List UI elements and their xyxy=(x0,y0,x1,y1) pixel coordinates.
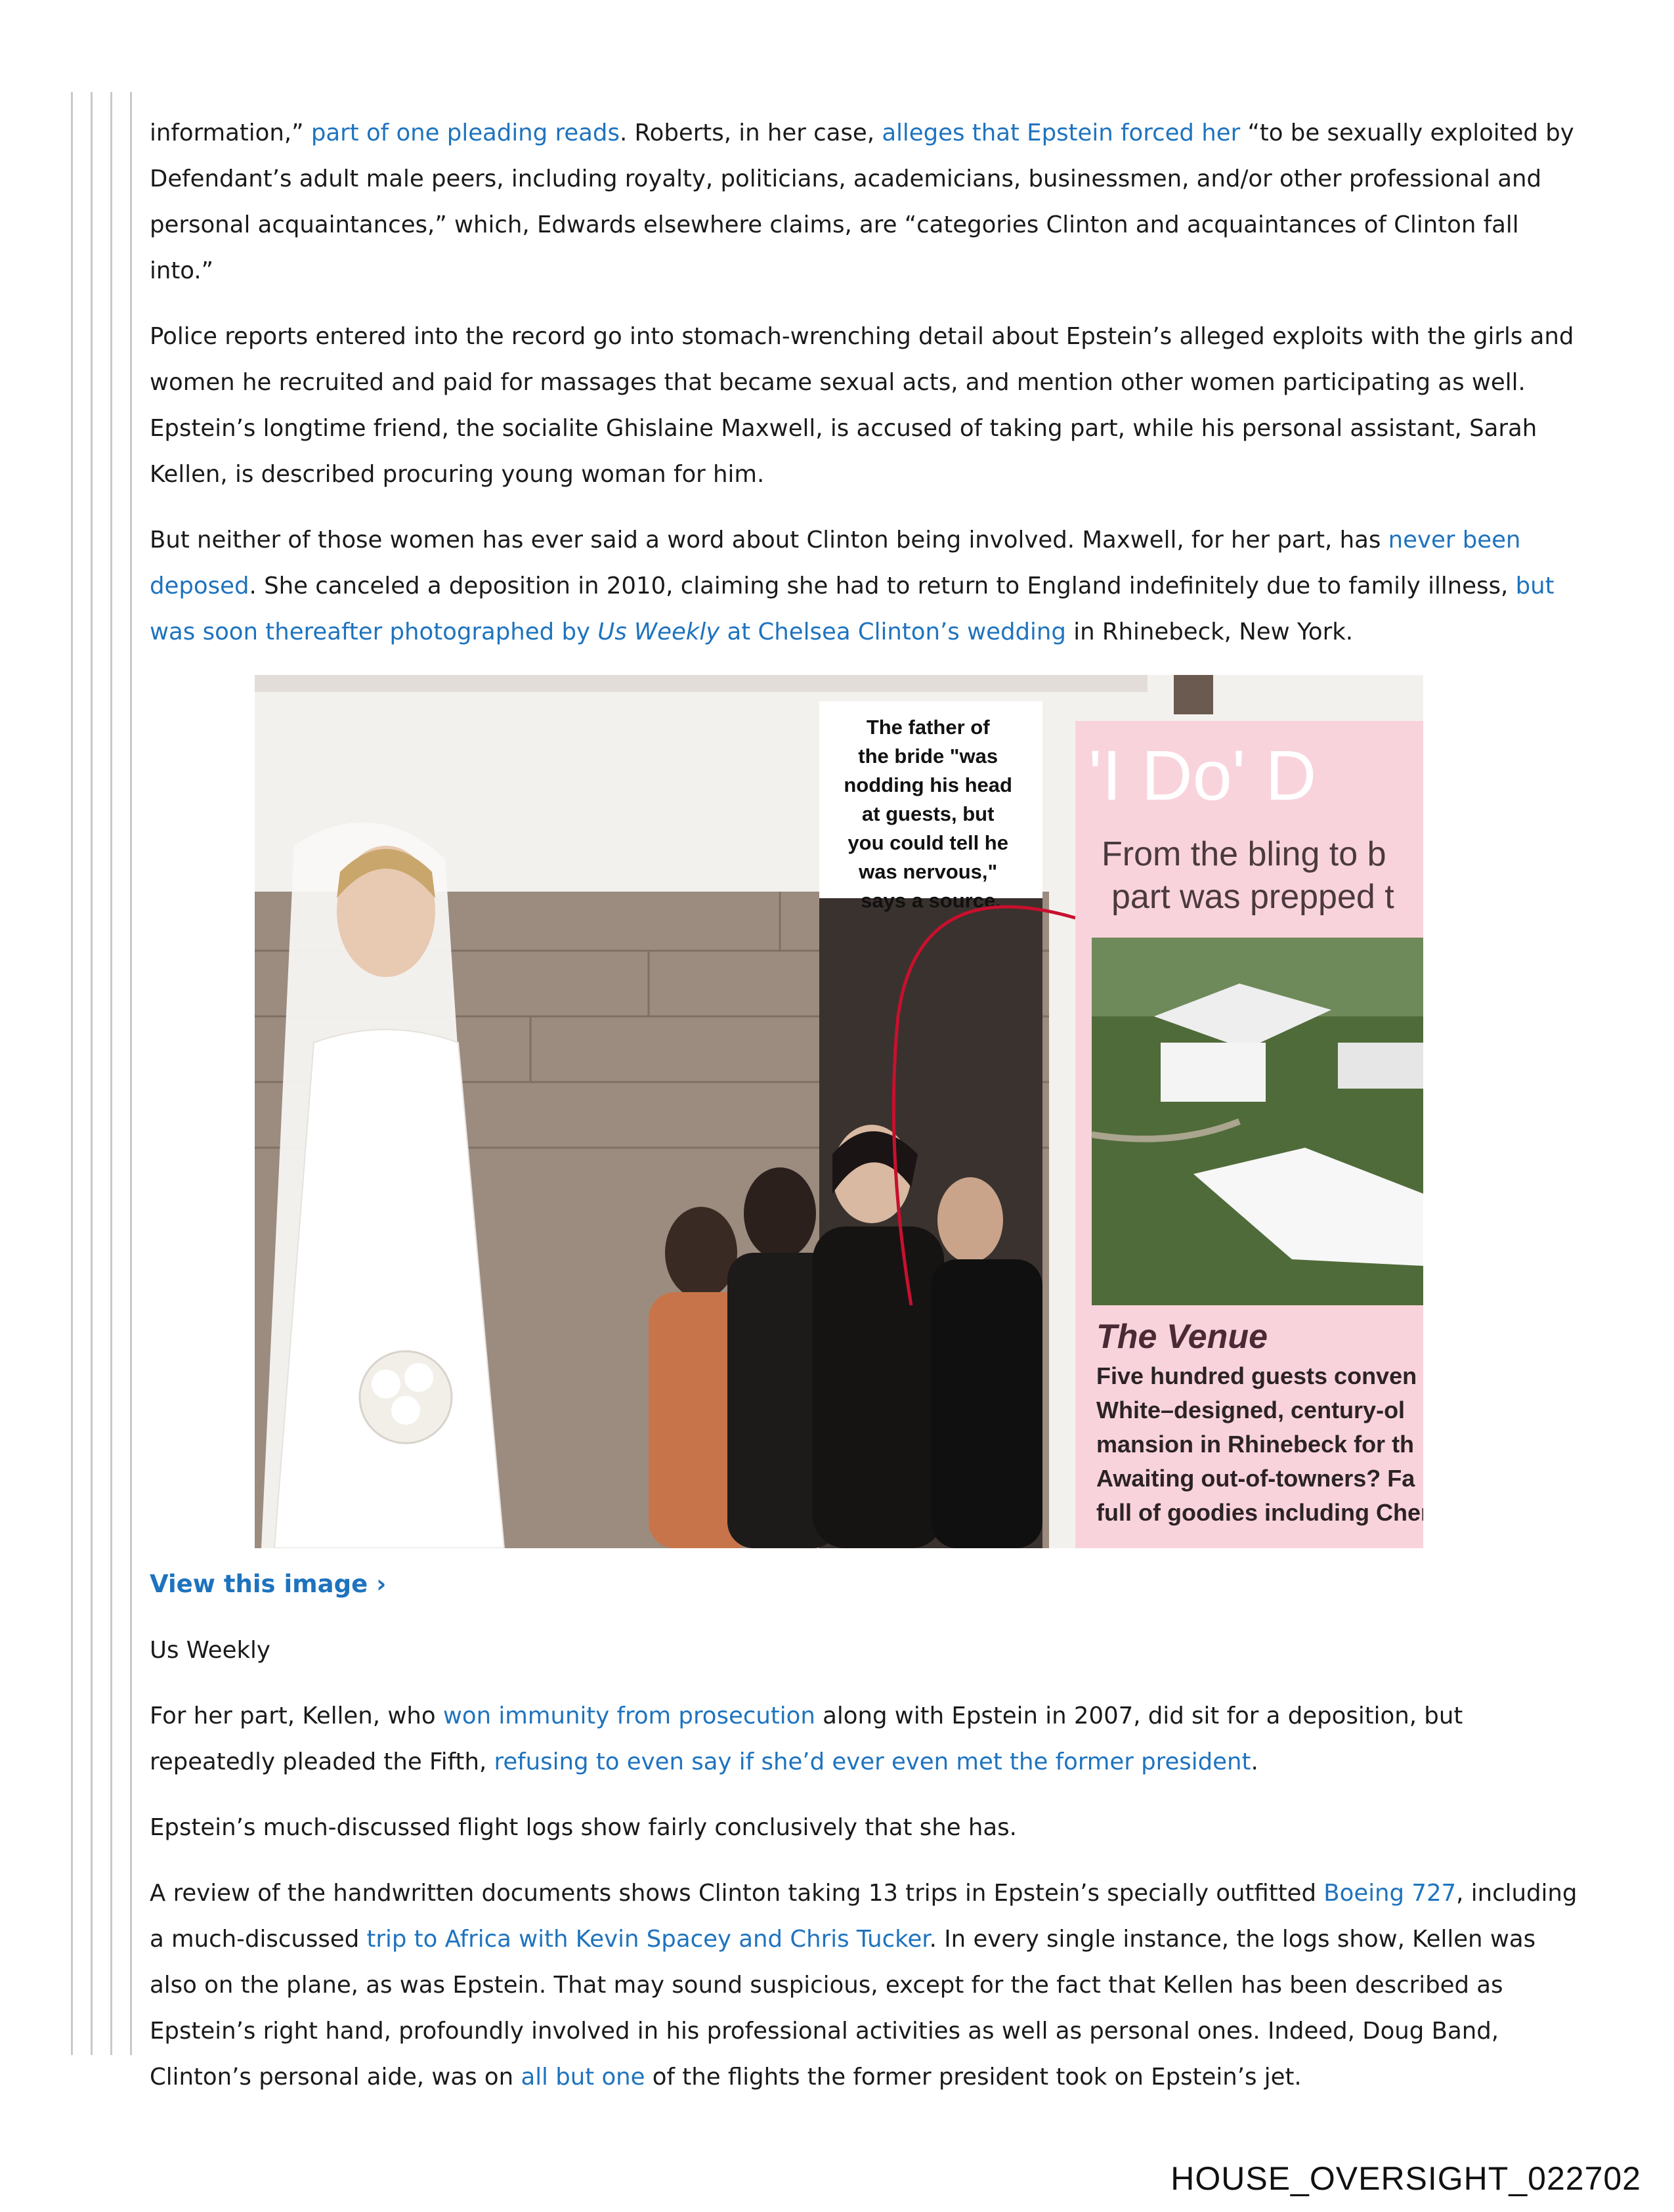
venue-line-4: Awaiting out-of-towners? Fa xyxy=(1096,1465,1415,1492)
body-after-paragraph-3 xyxy=(150,1871,1581,2100)
text-run: Police reports entered into the record go into stomach-wrenching detail about Epstein’s alleged exploits with the girls and women he recruited and paid for massages that became sexual acts, and mention other women participating as well. Epstein’s longtime friend, the socialite Ghislaine Maxwell, is accused of taking part, while his personal assistant, Sarah Kellen, is described procuring young woman for him. xyxy=(150,323,1574,488)
text-run: , including a much-discussed xyxy=(150,1880,1577,1953)
quote-line-2: the bride "was xyxy=(858,745,998,768)
quote-line-1: The father of xyxy=(866,716,990,739)
venue-title: The Venue xyxy=(1096,1318,1268,1356)
body-paragraph-1 xyxy=(150,110,1581,294)
text-run: Epstein’s much-discussed flight logs show fairly conclusively that she has. xyxy=(150,1814,1017,1841)
inline-link[interactable]: never been deposed xyxy=(150,527,1521,599)
text-run: . In every single instance, the logs show, Kellen was also on the plane, as was Epstein. That may sound suspicious, except for the fact that Kellen has been described as Epstein’s right hand, profoundly involved in his professional activities as well as personal ones. Indeed, Doug Band, Clinton’s personal aide, was on xyxy=(150,1926,1536,2091)
panel-subhead-2: part was prepped t xyxy=(1111,878,1394,916)
inline-link[interactable]: part of one pleading reads xyxy=(311,119,620,146)
paragraphs-before-image xyxy=(150,110,1581,655)
quote-line-4: at guests, but xyxy=(861,802,995,825)
inline-link[interactable]: all but one xyxy=(521,2064,645,2091)
magazine-scan-image xyxy=(255,675,1423,1548)
text-run: But neither of those women has ever said a word about Clinton being involved. Maxwell, for her part, has xyxy=(150,527,1388,553)
quote-line-3: nodding his head xyxy=(844,773,1012,796)
article-body xyxy=(150,110,1581,2120)
text-run: . She canceled a deposition in 2010, claiming she had to return to England indefinitely due to family illness, xyxy=(249,573,1516,599)
panel-headline: 'I Do' D xyxy=(1088,735,1317,815)
inline-link[interactable]: refusing to even say if she’d ever even met the former president xyxy=(494,1748,1251,1775)
text-run: “to be sexually exploited by Defendant’s adult male peers, including royalty, politicians, academicians, businessmen, and/or other professional and personal acquaintances,” which, Edwards elsewhere claims, are “categories Clinton and acquaintances of Clinton fall into.” xyxy=(150,119,1574,284)
text-run: of the flights the former president took on Epstein’s jet. xyxy=(645,2064,1302,2091)
svg-text:The father of the brid xyxy=(844,716,1018,912)
body-paragraph-3 xyxy=(150,517,1581,655)
text-run: . Roberts, in her case, xyxy=(619,119,882,146)
panel-subhead-1: From the bling to b xyxy=(1102,835,1386,873)
text-run: For her part, Kellen, who xyxy=(150,1702,443,1729)
inline-link[interactable]: Us Weekly xyxy=(597,618,720,645)
margin-lines xyxy=(71,92,150,2055)
inline-link[interactable]: won immunity from prosecution xyxy=(442,1702,815,1729)
quote-line-5: you could tell he xyxy=(848,831,1008,854)
body-after-paragraph-1 xyxy=(150,1693,1581,1785)
wedding-photo xyxy=(255,675,1423,1548)
view-image-link[interactable]: View this image › xyxy=(150,1570,387,1598)
document-id-stamp: HOUSE_OVERSIGHT_022702 xyxy=(1170,2160,1641,2197)
text-run: . xyxy=(1251,1748,1258,1775)
venue-line-1: Five hundred guests conven xyxy=(1096,1362,1417,1389)
text-run: along with Epstein in 2007, did sit for a deposition, but repeatedly pleaded the Fifth, xyxy=(150,1702,1463,1775)
image-caption: Us Weekly xyxy=(150,1637,270,1664)
text-run: in Rhinebeck, New York. xyxy=(1065,618,1354,645)
inline-link[interactable]: trip to Africa with Kevin Spacey and Chris Tucker xyxy=(366,1926,930,1953)
inline-link[interactable]: alleges that Epstein forced her xyxy=(882,119,1241,146)
quote-line-6: was nervous," xyxy=(859,860,998,883)
venue-line-2: White–designed, century-ol xyxy=(1096,1397,1406,1423)
body-paragraph-2 xyxy=(150,314,1581,498)
body-after-paragraph-2 xyxy=(150,1805,1581,1851)
text-run: A review of the handwritten documents shows Clinton taking 13 trips in Epstein’s specially outfitted xyxy=(150,1880,1324,1907)
quote-line-7: says a source. xyxy=(861,889,1001,912)
venue-line-3: mansion in Rhinebeck for th xyxy=(1096,1431,1415,1458)
text-run: information,” xyxy=(150,119,311,146)
inline-link[interactable]: at Chelsea Clinton’s wedding xyxy=(719,618,1066,645)
venue-line-5: full of goodies including Cher xyxy=(1096,1499,1423,1526)
svg-text:Five hundred guests conven xyxy=(1096,1362,1423,1526)
inline-link[interactable]: Boeing 727 xyxy=(1323,1880,1457,1907)
inline-link[interactable]: but was soon thereafter photographed by xyxy=(150,573,1555,645)
paragraphs-after-image xyxy=(150,1693,1581,2100)
